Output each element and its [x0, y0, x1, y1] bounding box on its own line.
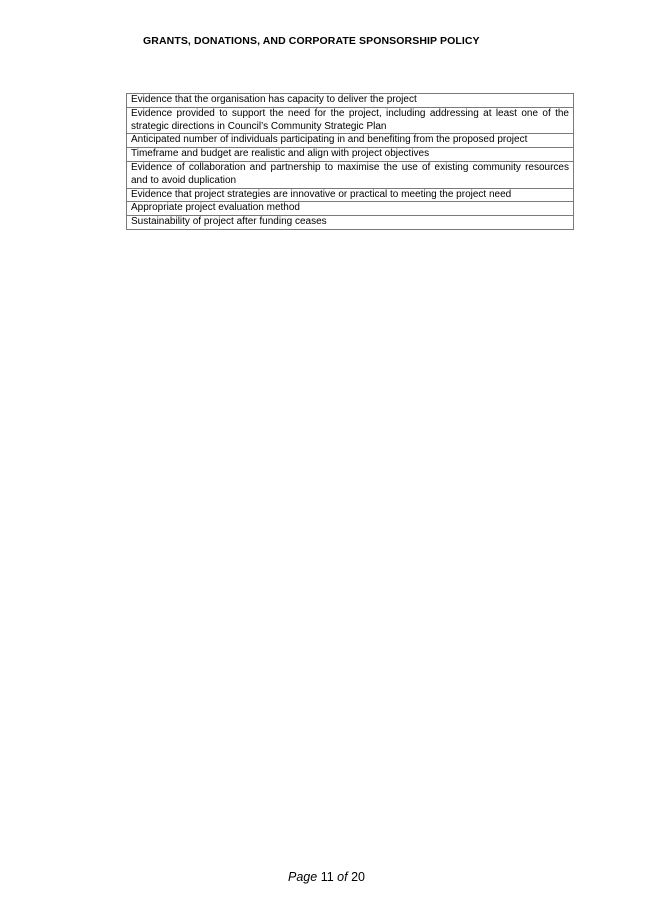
table-cell: Sustainability of project after funding ceases — [127, 216, 574, 230]
table-cell: Appropriate project evaluation method — [127, 202, 574, 216]
table-cell: Evidence of collaboration and partnership to maximise the use of existing community resources and to avoid duplication — [127, 161, 574, 188]
table-cell: Evidence provided to support the need for the project, including addressing at least one of the strategic directions in Council’s Community Strategic Plan — [127, 107, 574, 134]
table-cell: Anticipated number of individuals participating in and benefiting from the proposed project — [127, 134, 574, 148]
table-row — [127, 148, 574, 162]
table-row — [127, 161, 574, 188]
current-page-number: 11 — [320, 870, 334, 884]
table-row — [127, 216, 574, 230]
of-word: of — [337, 870, 348, 884]
policy-header-title: GRANTS, DONATIONS, AND CORPORATE SPONSORSHIP POLICY — [143, 35, 480, 47]
total-pages-number: 20 — [351, 870, 365, 884]
table-cell: Evidence that the organisation has capacity to deliver the project — [127, 94, 574, 108]
page-number-footer — [0, 870, 653, 884]
table-row — [127, 107, 574, 134]
table-row — [127, 202, 574, 216]
table-cell: Timeframe and budget are realistic and align with project objectives — [127, 148, 574, 162]
table-row — [127, 134, 574, 148]
table-row — [127, 94, 574, 108]
page-word: Page — [288, 870, 318, 884]
table-cell: Evidence that project strategies are innovative or practical to meeting the project need — [127, 188, 574, 202]
table-row — [127, 188, 574, 202]
assessment-criteria-table — [126, 93, 574, 230]
